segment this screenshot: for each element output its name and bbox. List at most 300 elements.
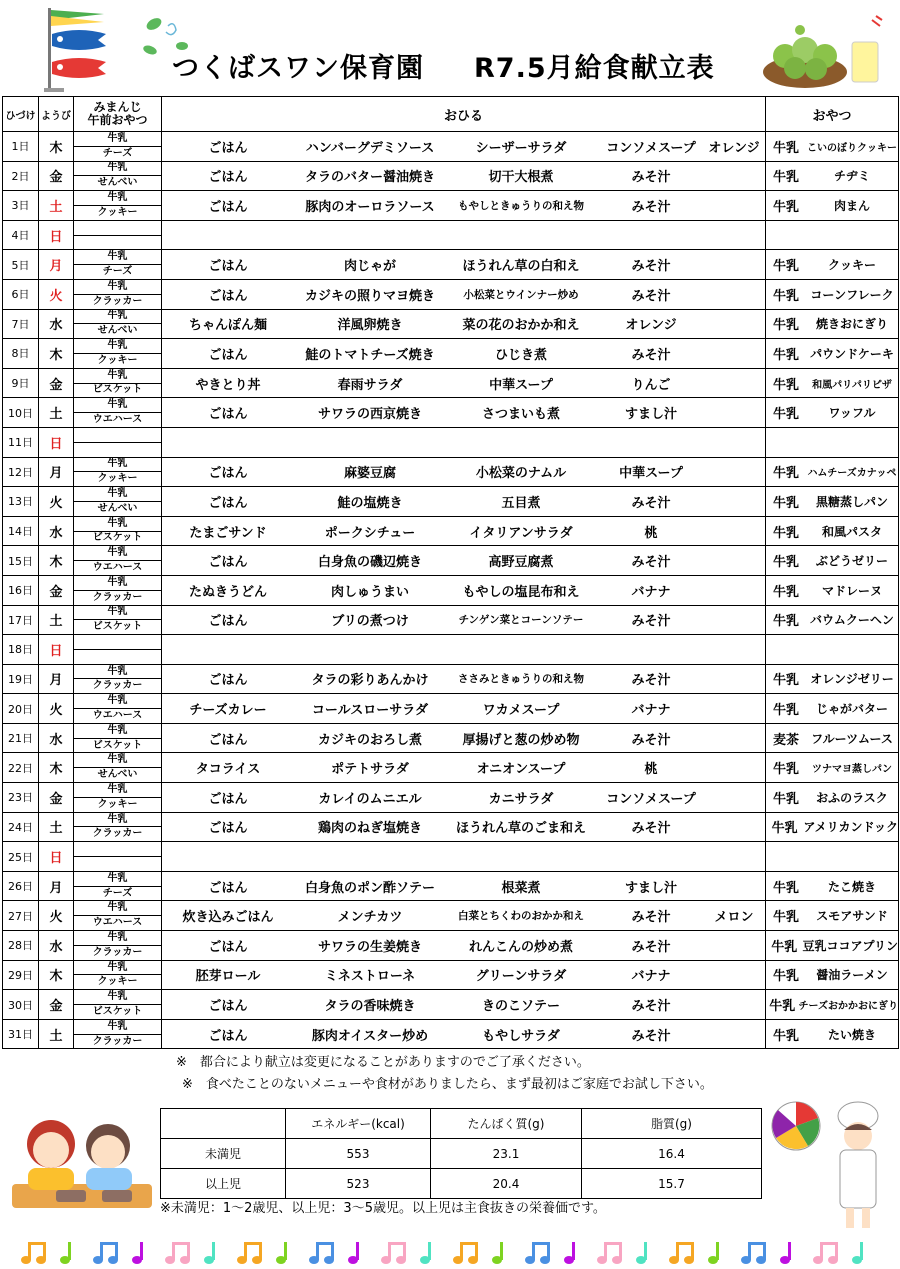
- morning-snack-item: チーズ: [74, 146, 161, 161]
- lunch-main: ブリの煮つけ: [331, 614, 409, 630]
- morning-snack-milk: 牛乳: [107, 606, 128, 618]
- day-date: 28日: [3, 931, 39, 961]
- lunch-staple: ごはん: [208, 495, 248, 511]
- day-row: [3, 664, 899, 694]
- music-note-icon: [813, 1242, 838, 1264]
- lunch-soup: みそ汁: [631, 288, 671, 304]
- afternoon-snack-item: おふのラスク: [816, 790, 888, 805]
- lunch-main: タラの彩りあんかけ: [311, 673, 429, 689]
- lunch-staple: ごはん: [208, 407, 248, 423]
- lunch-cell: [162, 635, 766, 665]
- afternoon-snack: [766, 250, 899, 280]
- lunch-soup: 桃: [644, 525, 658, 541]
- morning-snack: [74, 1019, 162, 1049]
- nutrition-header: 脂質(g): [582, 1109, 762, 1139]
- music-note-icon: [60, 1242, 71, 1264]
- day-date: 8日: [3, 339, 39, 369]
- morning-snack-milk: 牛乳: [107, 399, 128, 411]
- lunch-side: 中華スープ: [489, 377, 553, 393]
- day-of-week: 金: [39, 990, 74, 1020]
- lunch-main: タラの香味焼き: [324, 999, 416, 1015]
- day-of-week: 金: [39, 368, 74, 398]
- header: [0, 0, 900, 96]
- day-row: [3, 398, 899, 428]
- lunch-cell: [162, 931, 766, 961]
- afternoon-snack: [766, 783, 899, 813]
- afternoon-drink: 牛乳: [772, 199, 799, 215]
- lunch-cell: [162, 960, 766, 990]
- lunch-soup: みそ汁: [631, 555, 671, 571]
- lunch-side: シーザーサラダ: [475, 140, 567, 156]
- afternoon-snack-item: スモアサンド: [816, 909, 888, 924]
- lunch-main: 麻婆豆腐: [343, 466, 396, 482]
- morning-snack-milk: 牛乳: [107, 783, 128, 795]
- lunch-side: もやしの塩昆布和え: [462, 584, 580, 600]
- day-date: 7日: [3, 309, 39, 339]
- afternoon-snack-item: たこ焼き: [827, 879, 876, 894]
- notes: [176, 1052, 713, 1096]
- afternoon-drink: 牛乳: [771, 939, 798, 955]
- day-of-week: 日: [39, 427, 74, 457]
- morning-snack-item: せんべい: [74, 175, 161, 190]
- nutrition-table: [160, 1108, 762, 1199]
- morning-snack-milk: 牛乳: [107, 1020, 128, 1032]
- lunch-main: 肉しゅうまい: [330, 584, 409, 600]
- music-note-icon: [93, 1242, 118, 1264]
- lunch-main: ポテトサラダ: [331, 762, 409, 778]
- lunch-side: 小松菜のナムル: [475, 466, 567, 482]
- lunch-soup: バナナ: [631, 584, 671, 600]
- music-note-icon: [669, 1242, 694, 1264]
- lunch-staple: ごはん: [208, 288, 248, 304]
- morning-snack-item: ウエハース: [74, 915, 161, 930]
- morning-snack-milk: 牛乳: [107, 517, 128, 529]
- lunch-main: 鶏肉のねぎ塩焼き: [317, 821, 422, 837]
- morning-snack: [74, 635, 162, 665]
- music-note-icon: [276, 1242, 287, 1264]
- lunch-cell: [162, 871, 766, 901]
- lunch-cell: [162, 220, 766, 250]
- afternoon-snack-item: バウムクーヘン: [810, 613, 894, 628]
- morning-snack-item: クッキー: [74, 974, 161, 989]
- morning-snack: [74, 575, 162, 605]
- day-date: 30日: [3, 990, 39, 1020]
- morning-snack-item: チーズ: [74, 886, 161, 901]
- lunch-main: カジキのおろし煮: [317, 732, 422, 748]
- lunch-staple: ごはん: [208, 259, 248, 275]
- lunch-cell: [162, 191, 766, 221]
- day-of-week: 木: [39, 339, 74, 369]
- morning-snack: [74, 812, 162, 842]
- lunch-side: 根菜煮: [501, 880, 541, 896]
- day-of-week: 日: [39, 635, 74, 665]
- day-of-week: 火: [39, 279, 74, 309]
- lunch-main: ハンバーグデミソース: [305, 140, 435, 156]
- morning-snack: [74, 723, 162, 753]
- lunch-soup: コンソメスープ: [606, 791, 696, 807]
- menu-body: [3, 132, 899, 1049]
- day-row: [3, 427, 899, 457]
- lunch-soup: みそ汁: [631, 495, 671, 511]
- day-of-week: 日: [39, 220, 74, 250]
- lunch-staple: ごはん: [208, 170, 248, 186]
- day-row: [3, 635, 899, 665]
- nutrition-row: [161, 1139, 762, 1169]
- lunch-main: カレイのムニエル: [318, 791, 422, 807]
- morning-snack-milk: 牛乳: [107, 132, 128, 144]
- morning-snack-item: [74, 235, 161, 250]
- day-of-week: 火: [39, 487, 74, 517]
- lunch-cell: [162, 575, 766, 605]
- nutrition-cell: 20.4: [431, 1169, 582, 1199]
- morning-snack-milk: 牛乳: [107, 458, 128, 470]
- lunch-side: ほうれん草のごま和え: [455, 821, 586, 837]
- lunch-side: ささみときゅうりの和え物: [458, 673, 584, 686]
- morning-snack-milk: 牛乳: [107, 488, 128, 500]
- afternoon-snack-item: 和風パリパリピザ: [812, 379, 892, 391]
- lunch-side: ワカメスープ: [482, 703, 560, 719]
- lunch-side: 小松菜とウインナー炒め: [463, 288, 579, 301]
- afternoon-snack-item: たい焼き: [827, 1027, 876, 1042]
- afternoon-snack: [766, 694, 899, 724]
- afternoon-snack-item: オレンジゼリー: [810, 672, 894, 687]
- music-note-icon: [741, 1242, 766, 1264]
- lunch-cell: [162, 546, 766, 576]
- day-date: 27日: [3, 901, 39, 931]
- lunch-main: メンチカツ: [337, 910, 403, 926]
- day-row: [3, 279, 899, 309]
- morning-snack-item: [74, 442, 161, 457]
- morning-snack-milk: 牛乳: [107, 665, 128, 677]
- lunch-soup: みそ汁: [631, 732, 671, 748]
- morning-snack: [74, 427, 162, 457]
- afternoon-drink: 牛乳: [772, 584, 799, 600]
- afternoon-snack: [766, 1019, 899, 1049]
- day-date: 26日: [3, 871, 39, 901]
- menu-table: [2, 96, 899, 1049]
- lunch-cell: [162, 1019, 766, 1049]
- day-of-week: 土: [39, 191, 74, 221]
- afternoon-snack: [766, 132, 899, 162]
- lunch-cell: [162, 783, 766, 813]
- afternoon-snack-item: コーンフレーク: [810, 287, 894, 302]
- lunch-side: 五目煮: [501, 495, 541, 511]
- day-of-week: 土: [39, 812, 74, 842]
- morning-snack-milk: 牛乳: [107, 902, 128, 914]
- nutrition-cell: 未満児: [161, 1139, 286, 1169]
- lunch-side: グリーンサラダ: [475, 969, 567, 985]
- morning-snack: [74, 191, 162, 221]
- morning-snack-item: クラッカー: [74, 678, 161, 693]
- afternoon-snack-item: 焼きおにぎり: [815, 317, 888, 332]
- morning-snack-milk: [74, 221, 161, 235]
- music-note-icon: [597, 1242, 622, 1264]
- lunch-staple: ごはん: [208, 140, 248, 156]
- lunch-soup: 桃: [644, 762, 658, 778]
- morning-snack-milk: 牛乳: [107, 162, 128, 174]
- lunch-side: 菜の花のおかか和え: [462, 318, 580, 334]
- day-date: 21日: [3, 723, 39, 753]
- afternoon-drink: 牛乳: [772, 614, 799, 630]
- lunch-cell: [162, 398, 766, 428]
- day-row: [3, 339, 899, 369]
- day-of-week: 金: [39, 161, 74, 191]
- afternoon-snack: [766, 398, 899, 428]
- lunch-staple: たまごサンド: [189, 525, 267, 541]
- afternoon-snack: [766, 635, 899, 665]
- lunch-cell: [162, 723, 766, 753]
- day-date: 4日: [3, 220, 39, 250]
- afternoon-snack: [766, 279, 899, 309]
- day-date: 24日: [3, 812, 39, 842]
- day-row: [3, 931, 899, 961]
- afternoon-snack-item: 醤油ラーメン: [816, 968, 888, 983]
- lunch-cell: [162, 250, 766, 280]
- day-of-week: 月: [39, 664, 74, 694]
- lunch-side: ほうれん草の白和え: [462, 259, 580, 275]
- lunch-main: 春雨サラダ: [337, 377, 403, 393]
- lunch-main: 白身魚の磯辺焼き: [317, 555, 422, 571]
- day-of-week: 木: [39, 132, 74, 162]
- afternoon-drink: 牛乳: [772, 407, 799, 423]
- note-line: ※ 食べたことのないメニューや食材がありましたら、まず最初はご家庭でお試し下さい。: [182, 1077, 713, 1092]
- afternoon-snack-item: ツナマヨ蒸しパン: [812, 764, 892, 776]
- lunch-staple: 炊き込みごはん: [182, 910, 274, 926]
- lunch-soup: 中華スープ: [619, 466, 683, 482]
- lunch-side: 厚揚げと葱の炒め物: [462, 732, 580, 748]
- morning-snack-milk: [74, 428, 161, 442]
- morning-snack-milk: 牛乳: [107, 991, 128, 1003]
- day-date: 3日: [3, 191, 39, 221]
- afternoon-drink: 牛乳: [772, 969, 799, 985]
- afternoon-snack-item: 豆乳ココアプリン: [802, 938, 898, 953]
- morning-snack-milk: [74, 842, 161, 856]
- afternoon-drink: 牛乳: [772, 910, 799, 926]
- afternoon-drink: 牛乳: [772, 880, 799, 896]
- day-date: 5日: [3, 250, 39, 280]
- afternoon-snack: [766, 842, 899, 872]
- lunch-staple: ごはん: [208, 199, 248, 215]
- afternoon-snack: [766, 723, 899, 753]
- morning-snack-item: ウエハース: [74, 708, 161, 723]
- lunch-side: さつまいも煮: [481, 407, 560, 423]
- morning-snack: [74, 664, 162, 694]
- day-date: 9日: [3, 368, 39, 398]
- morning-snack-milk: 牛乳: [107, 251, 128, 263]
- nutrition-cell: 523: [286, 1169, 431, 1199]
- lunch-soup: バナナ: [631, 969, 671, 985]
- afternoon-snack: [766, 990, 899, 1020]
- music-note-icon: [309, 1242, 334, 1264]
- afternoon-snack-item: チーズおかかおにぎり: [798, 1001, 898, 1013]
- morning-snack: [74, 516, 162, 546]
- music-note-icon: [237, 1242, 262, 1264]
- day-row: [3, 723, 899, 753]
- music-note-icon: [204, 1242, 215, 1264]
- music-note-icon: [852, 1242, 863, 1264]
- morning-snack: [74, 990, 162, 1020]
- afternoon-drink: 牛乳: [772, 259, 799, 275]
- lunch-soup: すまし汁: [624, 407, 677, 423]
- header-dow: ようび: [39, 97, 74, 132]
- lunch-cell: [162, 753, 766, 783]
- music-note-icon: [564, 1242, 575, 1264]
- afternoon-snack-item: じゃがバター: [815, 702, 888, 717]
- morning-snack-milk: 牛乳: [107, 576, 128, 588]
- day-date: 13日: [3, 487, 39, 517]
- morning-snack: [74, 487, 162, 517]
- lunch-cell: [162, 309, 766, 339]
- morning-snack: [74, 753, 162, 783]
- afternoon-drink: 牛乳: [772, 495, 799, 511]
- afternoon-drink: 牛乳: [772, 140, 799, 156]
- day-date: 20日: [3, 694, 39, 724]
- day-row: [3, 960, 899, 990]
- afternoon-drink: 牛乳: [772, 762, 799, 778]
- morning-snack-milk: 牛乳: [107, 695, 128, 707]
- nutrition-cell: 23.1: [431, 1139, 582, 1169]
- morning-snack-milk: 牛乳: [107, 369, 128, 381]
- lunch-side: れんこんの炒め煮: [468, 939, 573, 955]
- lunch-staple: タコライス: [195, 762, 261, 778]
- morning-snack-item: クッキー: [74, 797, 161, 812]
- afternoon-drink: 牛乳: [769, 999, 796, 1015]
- morning-snack: [74, 605, 162, 635]
- lunch-cell: [162, 339, 766, 369]
- day-row: [3, 132, 899, 162]
- nutritionist-illustration: [770, 1096, 896, 1232]
- morning-snack-item: ビスケット: [74, 531, 161, 546]
- header-morning-snack: みまんじ 午前おやつ: [74, 97, 162, 132]
- music-note-icon: [636, 1242, 647, 1264]
- lunch-main: タラのバター醤油焼き: [304, 170, 435, 186]
- day-of-week: 金: [39, 783, 74, 813]
- day-date: 25日: [3, 842, 39, 872]
- morning-snack-item: [74, 856, 161, 871]
- lunch-side: チンゲン菜とコーンソテー: [458, 614, 584, 627]
- lunch-staple: ごはん: [208, 880, 248, 896]
- lunch-staple: ごはん: [208, 999, 248, 1015]
- lunch-soup: みそ汁: [631, 910, 671, 926]
- nutrition-header: [161, 1109, 286, 1139]
- afternoon-drink: 牛乳: [772, 288, 799, 304]
- lunch-soup: みそ汁: [631, 673, 671, 689]
- day-date: 18日: [3, 635, 39, 665]
- lunch-cell: [162, 990, 766, 1020]
- lunch-main: 豚肉のオーロラソース: [305, 199, 435, 215]
- day-date: 22日: [3, 753, 39, 783]
- afternoon-snack: [766, 931, 899, 961]
- afternoon-snack: [766, 487, 899, 517]
- afternoon-snack: [766, 309, 899, 339]
- afternoon-snack: [766, 546, 899, 576]
- lunch-main: 洋風卵焼き: [337, 318, 403, 334]
- lunch-soup: みそ汁: [631, 1028, 671, 1044]
- music-note-icon: [132, 1242, 143, 1264]
- day-row: [3, 753, 899, 783]
- morning-snack-item: ビスケット: [74, 1004, 161, 1019]
- lunch-main: ミネストローネ: [324, 969, 416, 985]
- afternoon-snack: [766, 339, 899, 369]
- day-row: [3, 901, 899, 931]
- afternoon-snack: [766, 960, 899, 990]
- morning-snack: [74, 931, 162, 961]
- morning-snack-item: [74, 649, 161, 664]
- day-row: [3, 990, 899, 1020]
- lunch-staple: ちゃんぽん麺: [188, 318, 267, 334]
- lunch-main: カジキの照りマヨ焼き: [304, 288, 435, 304]
- afternoon-drink: 牛乳: [772, 555, 799, 571]
- afternoon-snack-item: クッキー: [827, 258, 876, 273]
- afternoon-drink: 牛乳: [772, 466, 799, 482]
- lunch-staple: ごはん: [208, 347, 248, 363]
- day-date: 23日: [3, 783, 39, 813]
- afternoon-snack-item: フルーツムース: [811, 731, 893, 746]
- afternoon-drink: 牛乳: [772, 703, 799, 719]
- day-date: 14日: [3, 516, 39, 546]
- day-row: [3, 694, 899, 724]
- lunch-cell: [162, 487, 766, 517]
- afternoon-drink: 牛乳: [771, 821, 798, 837]
- afternoon-snack: [766, 516, 899, 546]
- lunch-staple: ごはん: [208, 466, 248, 482]
- afternoon-drink: 牛乳: [772, 791, 799, 807]
- morning-snack: [74, 871, 162, 901]
- music-note-icon: [453, 1242, 478, 1264]
- lunch-side: 切干大根煮: [488, 170, 554, 186]
- music-note-icon: [165, 1242, 190, 1264]
- lunch-cell: [162, 132, 766, 162]
- day-of-week: 水: [39, 309, 74, 339]
- day-of-week: 木: [39, 960, 74, 990]
- morning-snack: [74, 279, 162, 309]
- lunch-side: もやしときゅうりの和え物: [458, 199, 584, 212]
- morning-snack-item: ビスケット: [74, 738, 161, 753]
- morning-snack-item: ウエハース: [74, 560, 161, 575]
- morning-snack-milk: 牛乳: [107, 724, 128, 736]
- morning-snack: [74, 220, 162, 250]
- header-date: ひづけ: [3, 97, 39, 132]
- lunch-soup: みそ汁: [631, 259, 671, 275]
- music-note-icon: [525, 1242, 550, 1264]
- morning-snack-milk: 牛乳: [107, 872, 128, 884]
- lunch-main: 肉じゃが: [343, 259, 396, 275]
- afternoon-snack-item: 肉まん: [833, 198, 870, 213]
- lunch-staple: ごはん: [208, 732, 248, 748]
- afternoon-snack: [766, 191, 899, 221]
- kids-eating-illustration: [6, 1104, 156, 1212]
- lunch-cell: [162, 279, 766, 309]
- lunch-main: 白身魚のポン酢ソテー: [304, 880, 435, 896]
- morning-snack-item: クラッカー: [74, 945, 161, 960]
- music-note-icon: [348, 1242, 359, 1264]
- lunch-cell: [162, 457, 766, 487]
- nutrition-row: [161, 1169, 762, 1199]
- lunch-staple: ごはん: [208, 821, 248, 837]
- afternoon-snack: [766, 605, 899, 635]
- day-row: [3, 812, 899, 842]
- afternoon-snack-item: パウンドケーキ: [810, 346, 894, 361]
- music-note-icon: [780, 1242, 791, 1264]
- day-of-week: 土: [39, 605, 74, 635]
- afternoon-snack: [766, 901, 899, 931]
- lunch-main: 鮭の塩焼き: [337, 495, 403, 511]
- lunch-cell: [162, 427, 766, 457]
- morning-snack-milk: 牛乳: [107, 813, 128, 825]
- afternoon-snack: [766, 664, 899, 694]
- lunch-staple: 胚芽ロール: [195, 969, 261, 985]
- music-notes-decoration: [0, 1236, 900, 1268]
